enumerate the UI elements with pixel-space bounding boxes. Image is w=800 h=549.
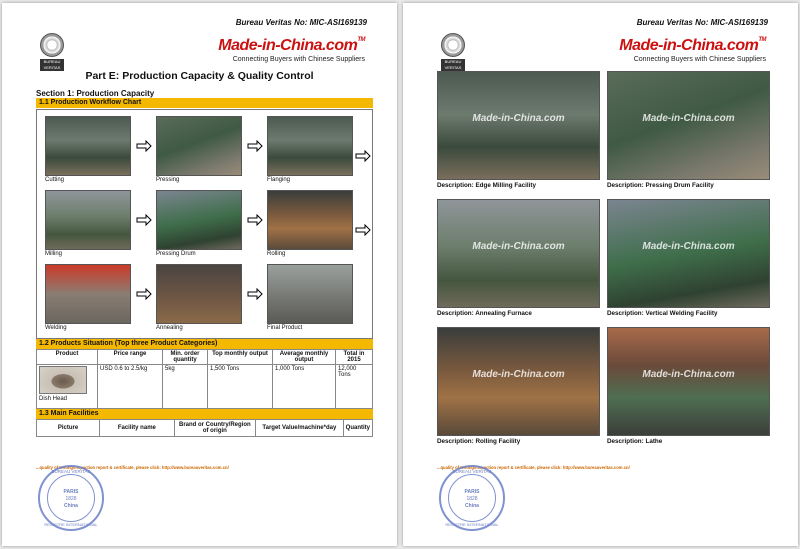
products-table (36, 349, 373, 409)
facility-photo: Made-in-China.com (607, 327, 770, 436)
arrow-right-icon (355, 150, 371, 162)
report-page-2 (403, 3, 798, 546)
arrow-right-icon (247, 140, 263, 152)
bv-link[interactable]: ...quality of testing/inspection report & certificate, please click: http://www.bureauveritas.com.cn/ (437, 465, 630, 470)
made-in-china-logo (218, 37, 365, 63)
mic-tagline: Connecting Buyers with Chinese Suppliers (232, 56, 365, 63)
workflow-step: Rolling (267, 190, 353, 257)
bureau-veritas-logo (441, 33, 465, 70)
facilities-heading: 1.3 Main Facilities (36, 409, 373, 419)
bv-link[interactable]: ...quality of testing/inspection report & certificate, please click: http://www.bureauveritas.com.cn/ (36, 465, 229, 470)
page-title: Part E: Production Capacity & Quality Control (85, 70, 314, 82)
table-header-row: Product Price range Min. order quantity Top monthly output Average monthly output Total in 2015 (37, 350, 373, 365)
workflow-step: Cutting (45, 116, 131, 183)
workflow-step: Pressing Drum (156, 190, 242, 257)
step-photo (156, 264, 242, 324)
workflow-step: Welding (45, 264, 131, 331)
bv-number: Bureau Veritas No: MIC-ASI169139 (636, 18, 768, 27)
workflow-step: Final Product (267, 264, 353, 331)
step-photo (267, 264, 353, 324)
report-page-1 (2, 3, 397, 546)
bureau-veritas-stamp: BUREAU VERITAS PARIS 1828 China REGISTRE INTERNATIONAL (38, 465, 104, 531)
workflow-step: Flanging (267, 116, 353, 183)
facility-card: Made-in-China.com Description: Annealing Furnace (437, 199, 600, 317)
table-header-row: Picture Facility name Brand or Country/Region of origin Target Value/machine*day Quantity (37, 420, 373, 437)
facility-card: Made-in-China.com Description: Rolling Facility (437, 327, 600, 445)
facility-card: Made-in-China.com Description: Edge Milling Facility (437, 71, 600, 189)
arrow-right-icon (247, 214, 263, 226)
step-photo (267, 116, 353, 176)
bureau-veritas-logo (40, 33, 64, 70)
workflow-heading: 1.1 Production Workflow Chart (36, 98, 373, 108)
workflow-step: Pressing (156, 116, 242, 183)
table-row: Dish Head USD 0.6 to 2.5/kg 5kg 1,500 Tons 1,000 Tons 12,000 Tons (37, 365, 373, 409)
facility-card: Made-in-China.com Description: Vertical Welding Facility (607, 199, 770, 317)
facility-photo: Made-in-China.com (607, 199, 770, 308)
product-photo (39, 366, 87, 394)
products-heading: 1.2 Products Situation (Top three Product Categories) (36, 339, 373, 349)
arrow-right-icon (136, 214, 152, 226)
facility-photo: Made-in-China.com (437, 71, 600, 180)
arrow-right-icon (136, 288, 152, 300)
mic-logo-text: Made-in-China.com (619, 37, 759, 54)
arrow-right-icon (136, 140, 152, 152)
workflow-step: Annealing (156, 264, 242, 331)
made-in-china-logo (619, 37, 766, 63)
section-title: Section 1: Production Capacity (36, 89, 155, 98)
facility-photo: Made-in-China.com (437, 327, 600, 436)
step-photo (45, 264, 131, 324)
facility-photo: Made-in-China.com (607, 71, 770, 180)
facilities-table (36, 419, 373, 437)
facility-photo: Made-in-China.com (437, 199, 600, 308)
step-photo (267, 190, 353, 250)
mic-tm: TM (357, 37, 365, 43)
facility-card: Made-in-China.com Description: Pressing Drum Facility (607, 71, 770, 189)
workflow-step: Milling (45, 190, 131, 257)
bv-logo-text: BUREAU VERITAS (441, 59, 465, 71)
bureau-veritas-stamp: BUREAU VERITAS PARIS 1828 China REGISTRE INTERNATIONAL (439, 465, 505, 531)
step-photo (156, 116, 242, 176)
arrow-right-icon (247, 288, 263, 300)
mic-tagline: Connecting Buyers with Chinese Suppliers (633, 56, 766, 63)
arrow-right-icon (355, 224, 371, 236)
bv-logo-text: BUREAU VERITAS (40, 59, 64, 71)
step-photo (45, 190, 131, 250)
facility-card: Made-in-China.com Description: Lathe (607, 327, 770, 445)
step-photo (45, 116, 131, 176)
step-photo (156, 190, 242, 250)
bv-number: Bureau Veritas No: MIC-ASI169139 (235, 18, 367, 27)
workflow-chart (36, 109, 373, 339)
mic-logo-text: Made-in-China.com (218, 37, 358, 54)
mic-tm: TM (758, 37, 766, 43)
